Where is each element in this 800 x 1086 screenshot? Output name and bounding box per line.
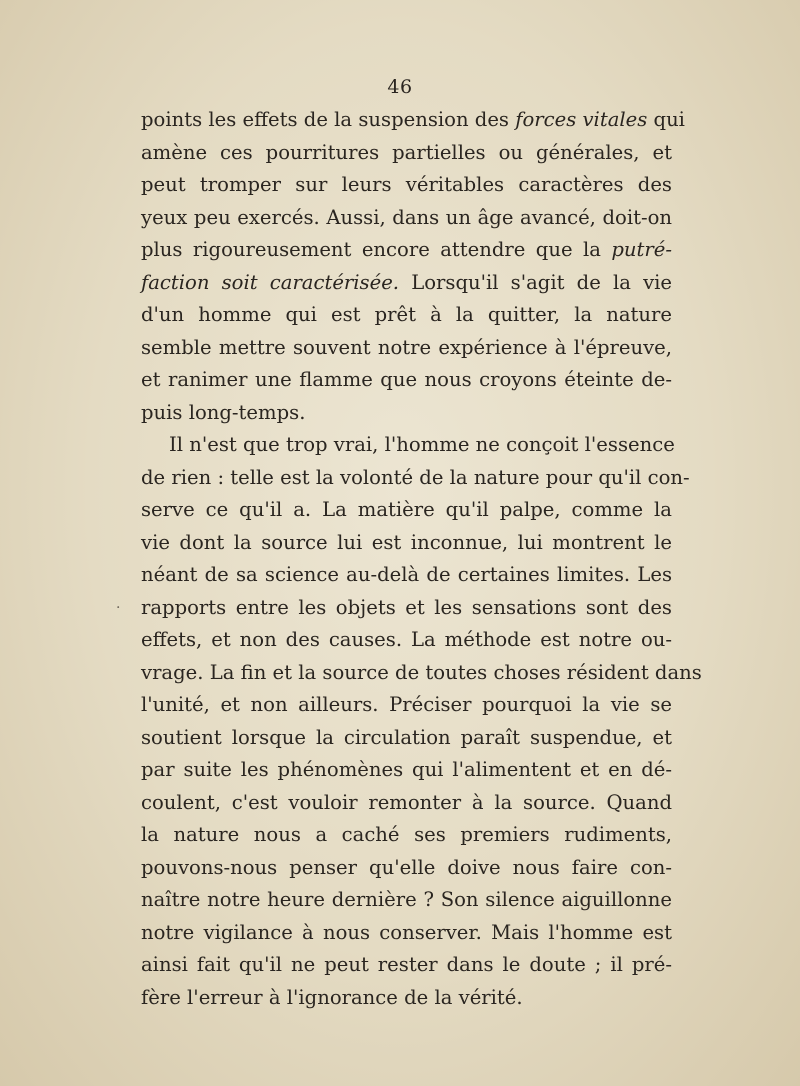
- text-run: points les effets de la suspension des: [141, 108, 516, 131]
- text-run: amène ces pourritures partielles ou générales, et: [141, 140, 672, 164]
- text-run: Lorsqu'il s'agit de la vie: [399, 270, 672, 294]
- text-line: [141, 722, 672, 755]
- body-text: [141, 104, 702, 1014]
- italic-run: forces vitales: [515, 108, 648, 131]
- text-run: naître notre heure dernière ? Son silence aiguillonne: [141, 888, 672, 911]
- text-line: [141, 852, 672, 885]
- text-run: coulent, c'est vouloir remonter à la source. Quand: [141, 790, 672, 814]
- text-line: [141, 884, 672, 917]
- text-run: l'unité, et non ailleurs. Préciser pourquoi la vie se: [141, 693, 672, 716]
- text-run: pouvons-nous penser qu'elle doive nous faire con-: [141, 855, 672, 879]
- text-line: [141, 104, 685, 137]
- text-line: [141, 267, 672, 300]
- text-run: semble mettre souvent notre expérience à l'épreuve,: [141, 335, 672, 359]
- text-line: [141, 819, 672, 852]
- text-line: [141, 299, 672, 332]
- text-run: peut tromper sur leurs véritables caractères des: [141, 173, 672, 196]
- text-line: [141, 429, 675, 462]
- text-run: de rien : telle est la volonté de la nature pour qu'il con-: [141, 465, 690, 489]
- text-run: d'un homme qui est prêt à la quitter, la nature: [141, 303, 672, 326]
- text-line: [141, 494, 672, 527]
- text-line: [141, 689, 672, 722]
- text-run: fère l'erreur à l'ignorance de la vérité.: [141, 985, 523, 1009]
- text-run: la nature nous a caché ses premiers rudiments,: [141, 823, 672, 846]
- italic-run: faction soit caractérisée.: [141, 270, 400, 294]
- text-line: [141, 332, 672, 365]
- text-line: [141, 462, 690, 495]
- text-run: vrage. La fin et la source de toutes choses résident dans: [141, 660, 702, 684]
- text-line: [141, 397, 672, 430]
- text-run: ainsi fait qu'il ne peut rester dans le doute ; il pré-: [141, 953, 672, 976]
- text-run: néant de sa science au-delà de certaines limites. Les: [141, 563, 672, 586]
- text-run: serve ce qu'il a. La matière qu'il palpe, comme la: [141, 498, 672, 521]
- text-line: [141, 949, 672, 982]
- text-run: et ranimer une flamme que nous croyons éteinte de-: [141, 368, 672, 391]
- text-line: [141, 527, 672, 560]
- text-run: qui: [647, 108, 685, 131]
- text-run: effets, et non des causes. La méthode est notre ou-: [141, 628, 672, 651]
- page-number: 46: [387, 76, 413, 98]
- text-line: [141, 234, 672, 267]
- italic-run: putré-: [611, 238, 672, 261]
- text-line: [141, 592, 672, 625]
- margin-dot: ·: [116, 600, 121, 616]
- text-line: [141, 202, 672, 235]
- text-run: plus rigoureusement encore attendre que la: [141, 238, 612, 261]
- text-run: notre vigilance à nous conserver. Mais l'homme est: [141, 920, 672, 944]
- text-run: Il n'est que trop vrai, l'homme ne conçoit l'essence: [169, 433, 675, 456]
- text-line: [141, 917, 672, 950]
- text-line: [141, 657, 702, 690]
- text-line: [141, 982, 672, 1015]
- text-run: puis long-temps.: [141, 400, 306, 424]
- text-run: vie dont la source lui est inconnue, lui montrent le: [141, 530, 672, 554]
- text-line: [141, 364, 672, 397]
- text-line: [141, 624, 672, 657]
- text-run: rapports entre les objets et les sensations sont des: [141, 595, 672, 619]
- text-line: [141, 754, 672, 787]
- text-run: yeux peu exercés. Aussi, dans un âge avancé, doit-on: [141, 205, 672, 229]
- text-run: soutient lorsque la circulation paraît suspendue, et: [141, 725, 672, 749]
- text-line: [141, 559, 672, 592]
- text-line: [141, 787, 672, 820]
- text-line: [141, 137, 672, 170]
- text-line: [141, 169, 672, 202]
- text-run: par suite les phénomènes qui l'alimentent et en dé-: [141, 758, 672, 781]
